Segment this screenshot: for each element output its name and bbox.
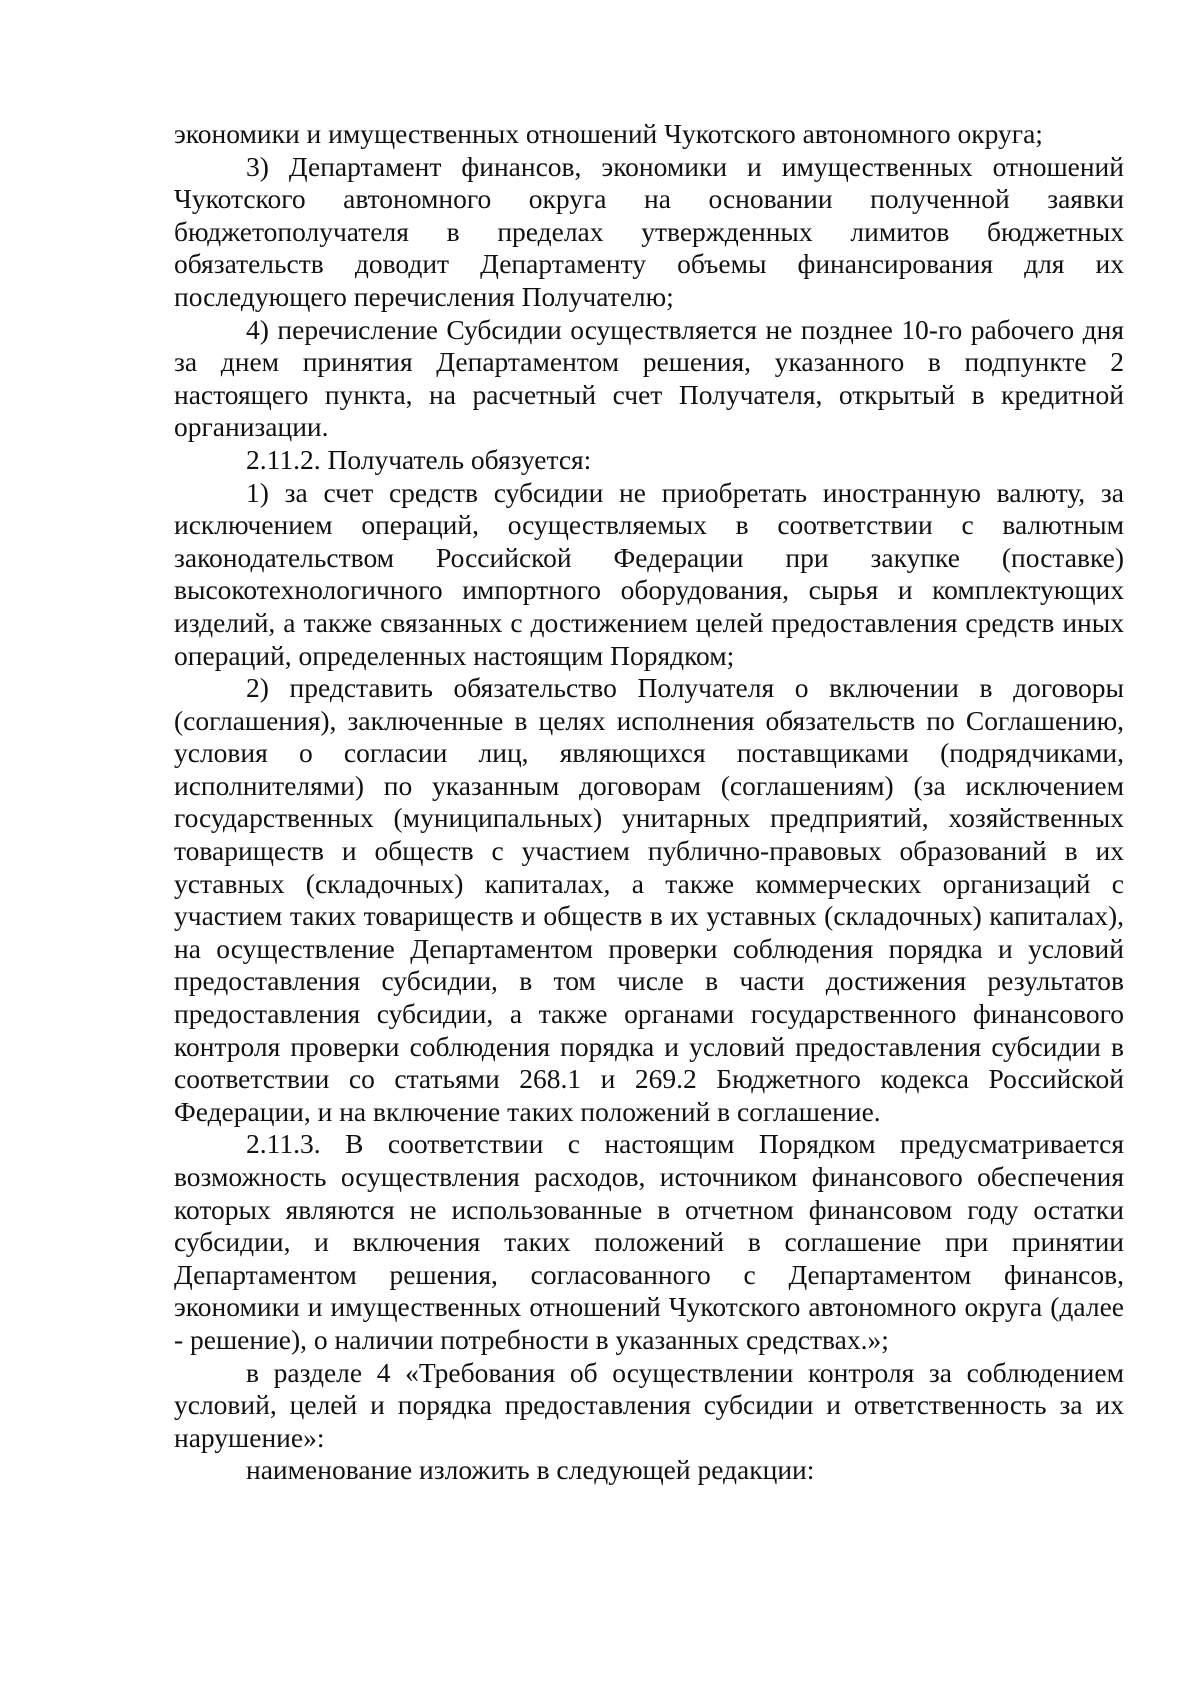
document-body	[174, 118, 1124, 1487]
paragraph-section-2-11-2: 2.11.2. Получатель обязуется:	[246, 443, 592, 475]
paragraph-continuation: экономики и имущественных отношений Чукотского автономного округа;	[174, 118, 1043, 149]
paragraph-item-4: 4) перечисление Субсидии осуществляется не позднее 10-го рабочего дня за днем принятия Департаментом решения, указанного в подпункте 2 настоящего пункта, на расчетный счет Получателя, открытый в кредитной организации.	[174, 313, 1124, 443]
paragraph-section-2-11-3: 2.11.3. В соответствии с настоящим Порядком предусматривается возможность осуществления расходов, источником финансового обеспечения которых являются не использованные в отчетном финансовом году остатки субсидии, и включения таких положений в соглашение при принятии Департаментом решения, согласованного с Департаментом финансов, экономики и имущественных отношений Чукотского автономного округа (далее - решение), о наличии потребности в указанных средствах.»;	[174, 1128, 1124, 1355]
paragraph-item-3: 3) Департамент финансов, экономики и имущественных отношений Чукотского автономного округа на основании полученной заявки бюджетополучателя в пределах утвержденных лимитов бюджетных обязательств доводит Департаменту объемы финансирования для их последующего перечисления Получателю;	[174, 150, 1124, 312]
paragraph-obligation-2: 2) представить обязательство Получателя о включении в договоры (соглашения), заключенные в целях исполнения обязательств по Соглашению, условия о согласии лиц, являющихся поставщиками (подрядчиками, исполнителями) по указанным договорам (соглашениям) (за исключением государственных (муниципальных) унитарных предприятий, хозяйственных товариществ и обществ с участием публично-правовых образований в их уставных (складочных) капиталах, а также коммерческих организаций с участием таких товариществ и обществ в их уставных (складочных) капиталах), на осуществление Департаментом проверки соблюдения порядка и условий предоставления субсидии, в том числе в части достижения результатов предоставления субсидии, а также органами государственного финансового контроля проверки соблюдения порядка и условий предоставления субсидии в соответствии со статьями 268.1 и 269.2 Бюджетного кодекса Российской Федерации, и на включение таких положений в соглашение.	[174, 672, 1124, 1127]
paragraph-obligation-1: 1) за счет средств субсидии не приобретать иностранную валюту, за исключением операций, осуществляемых в соответствии с валютным законодательством Российской Федерации при закупке (поставке) высокотехнологичного импортного оборудования, сырья и комплектующих изделий, а также связанных с достижением целей предоставления средств иных операций, определенных настоящим Порядком;	[174, 476, 1124, 671]
paragraph-title-amendment: наименование изложить в следующей редакции:	[246, 1454, 815, 1486]
paragraph-section-4-amendment: в разделе 4 «Требования об осуществлении контроля за соблюдением условий, целей и порядка предоставления субсидии и ответственность за их нарушение»:	[174, 1356, 1124, 1453]
